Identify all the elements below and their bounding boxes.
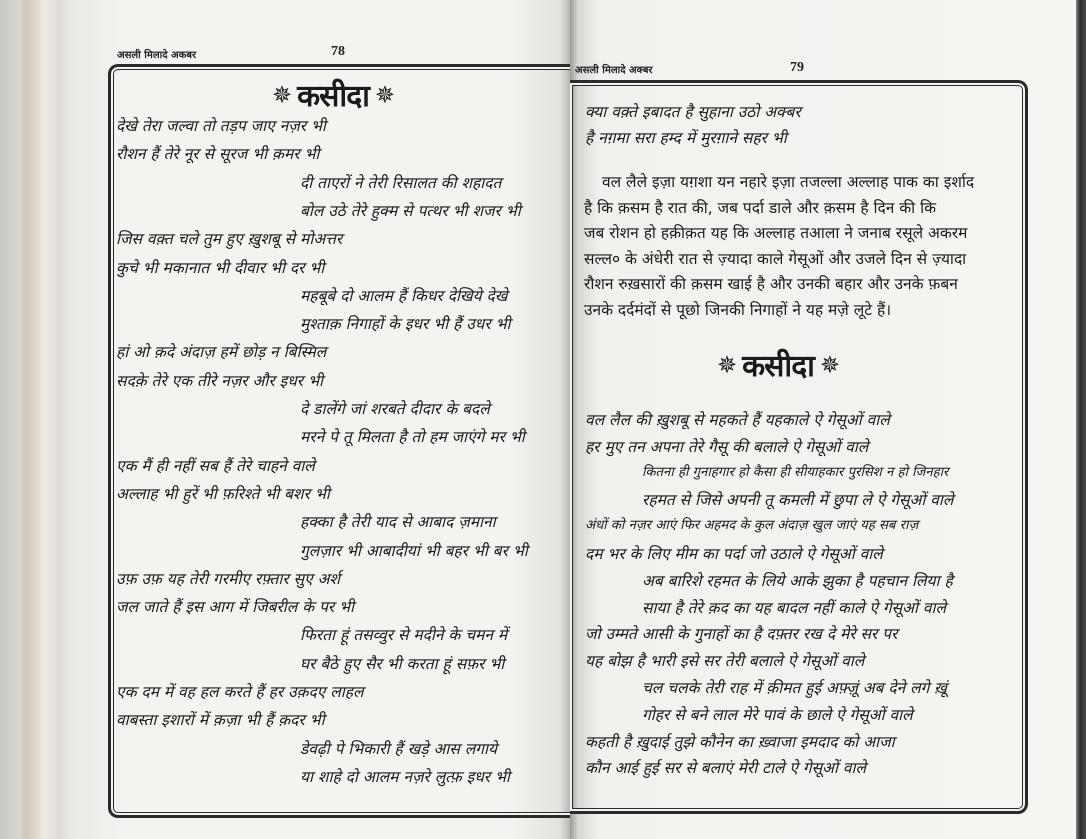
opening-line: है नग़मा सरा हम्द में मुरग़ाने सहर भी (585, 129, 787, 147)
poem-line: रहमत से जिसे अपनी तू कमली में छुपा ले ऐ गेसूओं वाले (642, 491, 954, 510)
poem-line: मुश्ताक़ निगाहों के इधर भी हैं उधर भी (300, 315, 511, 334)
left-title-text: कसीदा (297, 79, 369, 114)
ornament-star-icon: ✵ (717, 350, 737, 379)
ornament-star-icon: ✵ (272, 80, 292, 109)
poem-line: हां ओ क़दे अंदाज़ हमें छोड़ न बिस्मिल (116, 343, 327, 362)
poem-line: वाबस्ता इशारों में क़ज़ा भी हैं क़दर भी (116, 711, 325, 730)
poem-line: कुचे भी मकानात भी दीवार भी दर भी (116, 258, 325, 277)
poem-line: गुलज़ार भी आबादीयां भी बहर भी बर भी (300, 541, 528, 560)
poem-line: देखे तेरा जल्वा तो तड़प जाए नज़र भी (116, 117, 326, 135)
right-page-number: 79 (790, 60, 804, 75)
poem-line: मरने पे तू मिलता है तो हम जाएंगे मर भी (300, 428, 525, 447)
poem-line: कितना ही गुनाहगार हो कैसा ही सीयाहकार पुरसिश न हो जिनहार (642, 464, 949, 480)
poem-line: महबूबे दो आलम हैं किधर देखिये देखे (300, 286, 508, 305)
poem-line: यह बोझ है भारी इसे सर तेरी बलाले ऐ गेसूओं वाले (585, 652, 865, 671)
poem-line: जिस वक़्त चले तुम हुए ख़ुशबू से मोअत्तर (116, 230, 343, 249)
poem-line: दी ताएरों ने तेरी रिसालत की शहादत (300, 173, 502, 192)
poem-line: गोहर से बने लाल मेरे पावं के छाले ऐ गेसूओं वाले (642, 705, 913, 724)
poem-line: बोल उठे तेरे हुक्म से पत्थर भी शजर भी (300, 201, 521, 220)
poem-line: चल चलके तेरी राह में क़ीमत हुई अफ़्ज़ूं अब देने लगे ख़ूं (642, 679, 947, 697)
prose-line: सल्ल० के अंधेरी रात से ज़्यादा काले गेसूओं और उजले दिन से ज़्यादा (584, 249, 967, 268)
prose-line: वल लैले इज़ा यग़शा यन नहारे इज़ा तजल्ला अल्लाह पाक का इर्शाद (602, 173, 975, 191)
ornament-star-icon: ✵ (374, 80, 395, 109)
poem-line: घर बैठे हुए सैर भी करता हूं सफ़र भी (300, 654, 505, 673)
poem-line: दम भर के लिए मीम का पर्दा जो उठाले ऐ गेसूओं वाले (585, 545, 883, 563)
prose-line: रौशन रुख़सारों की क़सम खाई है और उनकी बहार और उनके फ़बन (584, 275, 958, 293)
poem-line: हक्का है तेरी याद से आबाद ज़माना (300, 513, 496, 532)
book-binding-edge (0, 0, 70, 839)
opening-line: क्या वक़्ते इबादत है सुहाना उठो अक्बर (585, 103, 801, 121)
prose-line: जब रोशन हो हक़ीक़त यह कि अल्लाह तआला ने जनाब रसूले अकरम (584, 224, 968, 242)
prose-line: उनके दर्दमंदों से पूछो जिनकी निगाहों ने यह मज़े लूटे हैं। (584, 300, 892, 319)
right-title-text: कसीदा (742, 349, 814, 384)
poem-line: अंधों को नज़र आएं फिर अहमद के कुल अंदाज़ खुल जाएं यह सब राज़ (585, 518, 919, 534)
left-page-number: 78 (331, 44, 345, 59)
left-running-head: असली मिलादे अकबर (117, 50, 197, 61)
poem-line: कहती है ख़ुदाई तुझे कौनेन का ख़्वाजा इमदाद को आजा (585, 732, 895, 751)
poem-line: उफ़ उफ़ यह तेरी गरमीए रफ़्तार सुए अर्श (116, 569, 341, 588)
poem-line: एक मैं ही नहीं सब हैं तेरे चाहने वाले (116, 456, 315, 475)
poem-line: या शाहे दो आलम नज़रे लुत्फ़ इधर भी (300, 767, 510, 786)
poem-line: अब बारिशे रहमत के लिये आके झुका है पहचान लिया है (642, 571, 953, 590)
ornament-star-icon: ✵ (819, 350, 840, 379)
poem-line: डेवढ़ी पे भिकारी हैं खड़े आस लगाये (300, 739, 497, 758)
right-page-edge (1076, 0, 1086, 839)
poem-line: एक दम में वह हल करते हैं हर उक़दए लाहल (116, 683, 364, 701)
left-title (272, 74, 394, 115)
poem-line: हर मुए तन अपना तेरे गैसू की बलाले ऐ गेसूओं वाले (585, 437, 869, 456)
right-title (717, 344, 839, 385)
poem-line: कौन आई हुई सर से बलाएं मेरी टाले ऐ गेसूओं वाले (585, 759, 867, 778)
poem-line: साया है तेरे क़द का यह बादल नहीं काले ऐ गेसूओं वाले (642, 598, 947, 617)
poem-line: दे डालेंगे जां शरबते दीदार के बदले (300, 400, 490, 418)
poem-line: जो उम्मते आसी के गुनाहों का है दफ़्तर रख दे मेरे सर पर (585, 625, 898, 644)
poem-line: रौशन हैं तेरे नूर से सूरज भी क़मर भी (116, 145, 320, 164)
poem-line: सदक़े तेरे एक तीरे नज़र और इधर भी (116, 371, 323, 390)
prose-line: है कि क़सम है रात की, जब पर्दा डाले और क़सम है दिन की कि (584, 198, 937, 217)
poem-line: वल लैल की ख़ुशबू से महकते हैं यहकाले ऐ गेसूओं वाले (585, 411, 890, 429)
poem-line: फिरता हूं तसव्वुर से मदीने के चमन में (300, 626, 508, 645)
poem-line: अल्लाह भी हुरें भी फ़रिश्ते भी बशर भी (116, 484, 330, 503)
poem-line: जल जाते हैं इस आग में जिबरील के पर भी (116, 598, 355, 617)
right-running-head: असली मिलादे अक्बर (575, 65, 653, 76)
